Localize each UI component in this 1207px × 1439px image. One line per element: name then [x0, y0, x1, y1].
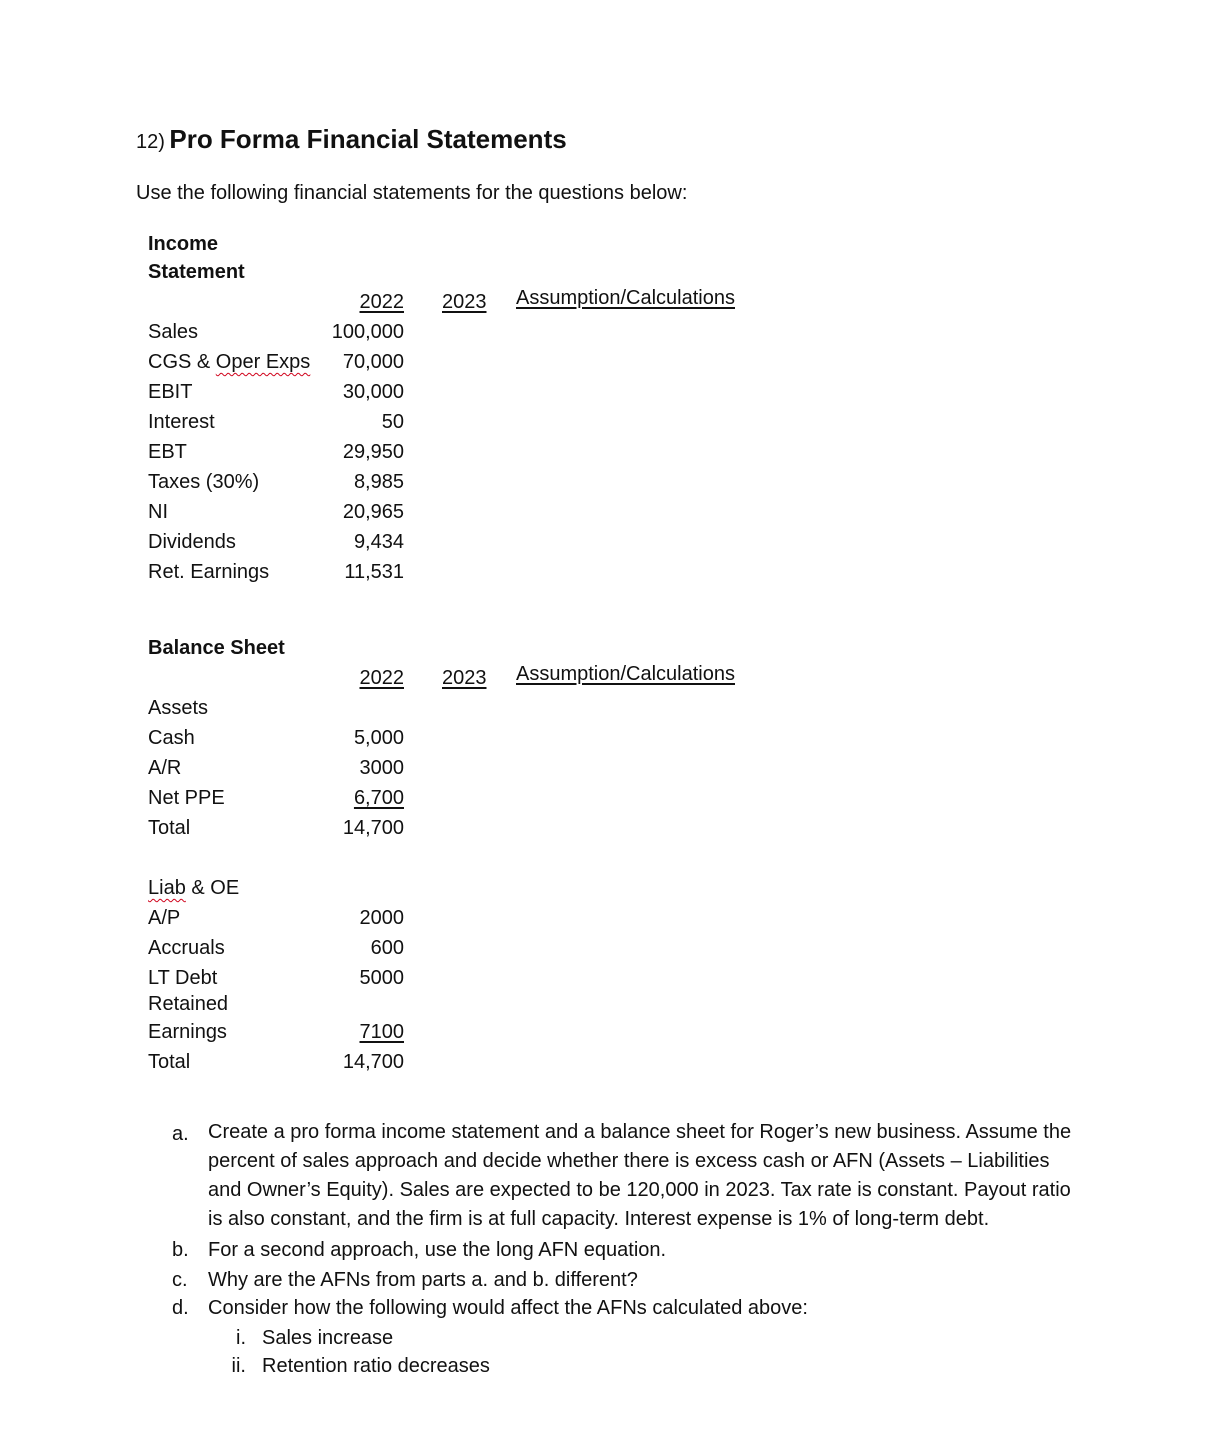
label-text: CGS & — [148, 351, 216, 373]
income-row-label: Sales — [148, 321, 199, 343]
list-marker: a. — [172, 1123, 189, 1145]
list-marker: b. — [172, 1239, 189, 1261]
income-heading-line1: Income — [148, 233, 219, 255]
income-col-assumptions: Assumption/Calculations — [516, 287, 735, 309]
question-text: Consider how the following would affect the AFNs calculated above: — [208, 1297, 808, 1319]
liab-row-label: LT Debt — [148, 967, 218, 989]
question-text: Create a pro forma income statement and a balance sheet for Roger’s new business. Assume the percent of sales approach and decide whether there is excess cash or AFN (Assets – Liabilities and Owner’s Equity). Sales are expected to be 120,000 in 2023. Tax rate is constant. Payout ratio is also constant, and the firm is at full capacity. Interest expense is 1% of long-term debt. — [208, 1121, 1072, 1230]
question-text: Why are the AFNs from parts a. and b. different? — [208, 1269, 638, 1291]
sublist-marker: ii. — [231, 1355, 246, 1377]
asset-row-value: 14,700 — [342, 817, 404, 839]
liab-oe-label — [148, 876, 239, 900]
income-row-label: Ret. Earnings — [148, 561, 270, 583]
balance-col-2023: 2023 — [442, 667, 487, 689]
income-row-value: 11,531 — [344, 561, 404, 583]
income-row-label: Taxes (30%) — [148, 471, 260, 493]
asset-row-value: 5,000 — [353, 727, 404, 749]
liab-row-value: 5000 — [359, 967, 404, 989]
income-row-label: Interest — [148, 411, 215, 433]
income-row-value: 70,000 — [342, 351, 404, 373]
spellcheck-flagged-text: Oper Exps — [215, 351, 311, 373]
income-row-value: 100,000 — [331, 321, 404, 343]
income-row-label: Dividends — [148, 531, 236, 553]
balance-col-2022: 2022 — [359, 667, 404, 689]
label-text: & OE — [185, 877, 240, 899]
balance-heading: Balance Sheet — [148, 637, 285, 659]
balance-col-assumptions: Assumption/Calculations — [516, 663, 735, 685]
assets-label: Assets — [148, 697, 209, 719]
question-text: For a second approach, use the long AFN equation. — [208, 1239, 667, 1261]
asset-row-value — [284, 786, 404, 810]
section-number: 12) — [136, 131, 165, 153]
income-col-2022: 2022 — [359, 291, 404, 313]
asset-row-label: Cash — [148, 727, 195, 749]
sublist-marker: i. — [236, 1327, 246, 1349]
liab-row-label: A/P — [148, 907, 181, 929]
asset-row-label: Total — [148, 817, 191, 839]
liab-row-label: Accruals — [148, 937, 225, 959]
asset-row-value: 3000 — [359, 757, 404, 779]
underlined-value: 6,700 — [353, 787, 404, 809]
income-row-value: 29,950 — [342, 441, 404, 463]
income-row-value: 20,965 — [342, 501, 404, 523]
section-header — [136, 124, 567, 155]
liab-row-label: Retained — [148, 993, 229, 1015]
liab-row-label: Total — [148, 1051, 191, 1073]
subquestion-text: Retention ratio decreases — [262, 1355, 490, 1377]
income-row-value: 8,985 — [353, 471, 404, 493]
liab-row-label: Earnings — [148, 1021, 227, 1043]
income-row-value: 30,000 — [342, 381, 404, 403]
income-row-label: NI — [148, 501, 168, 523]
list-marker: c. — [172, 1269, 188, 1291]
subquestion-text: Sales increase — [262, 1327, 394, 1349]
asset-row-label: A/R — [148, 757, 182, 779]
liab-row-value: 2000 — [359, 907, 404, 929]
income-heading-line2: Statement — [148, 261, 245, 283]
income-row-label: EBIT — [148, 381, 193, 403]
intro-text: Use the following financial statements for the questions below: — [136, 182, 688, 204]
income-row-value: 9,434 — [353, 531, 404, 553]
income-col-2023: 2023 — [442, 291, 487, 313]
income-row-value: 50 — [381, 411, 404, 433]
liab-row-value: 14,700 — [342, 1051, 404, 1073]
asset-row-label: Net PPE — [148, 787, 225, 809]
list-marker: d. — [172, 1297, 189, 1319]
underlined-value: 7100 — [359, 1021, 404, 1043]
income-row-label: EBT — [148, 441, 187, 463]
section-title: Pro Forma Financial Statements — [169, 124, 567, 154]
liab-row-value: 600 — [370, 937, 404, 959]
liab-row-value — [284, 1020, 404, 1044]
spellcheck-flagged-text: Liab — [148, 877, 186, 899]
